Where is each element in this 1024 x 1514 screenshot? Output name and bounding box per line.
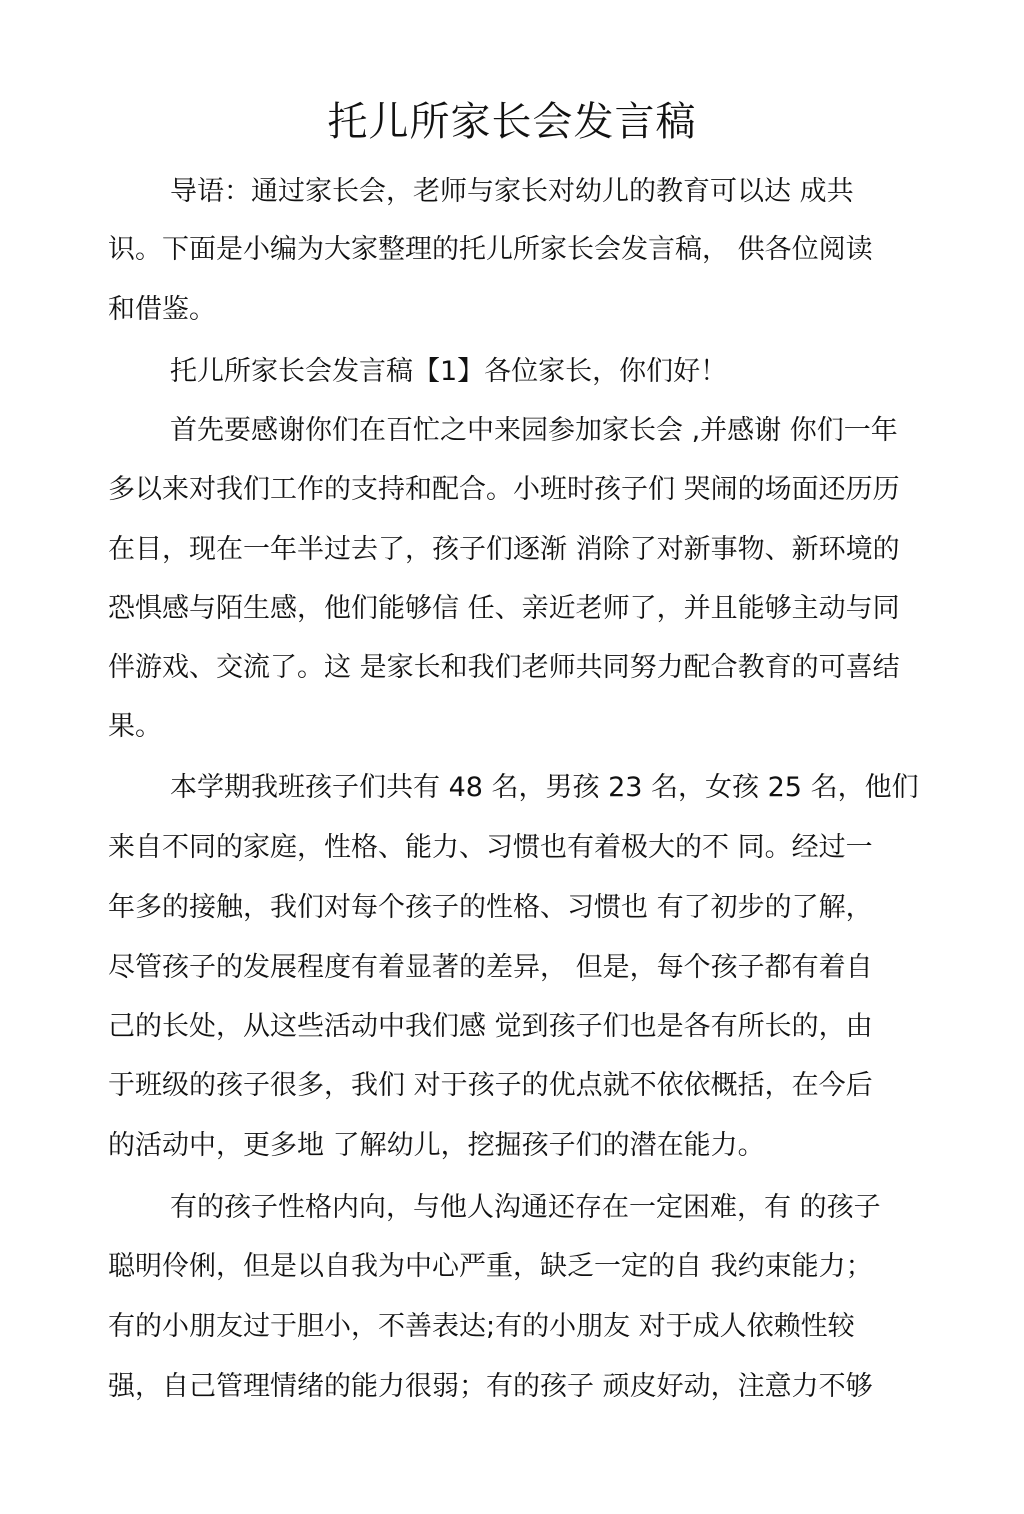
text-line: 首先要感谢你们在百忙之中来园参加家长会 ,并感谢 你们一年 <box>170 415 898 446</box>
text-line: 识。下面是小编为大家整理的托儿所家长会发言稿， 供各位阅读 <box>108 234 873 265</box>
text-line: 于班级的孩子很多，我们 对于孩子的优点就不依依概括，在今后 <box>108 1070 873 1101</box>
text-line: 聪明伶俐，但是以自我为中心严重，缺乏一定的自 我约束能力； <box>108 1251 873 1282</box>
text-line: 己的长处，从这些活动中我们感 觉到孩子们也是各有所长的，由 <box>108 1011 873 1042</box>
text-line: 本学期我班孩子们共有 48 名，男孩 23 名，女孩 25 名，他们 <box>170 772 919 803</box>
document-title: 托儿所家长会发言稿 <box>327 99 697 145</box>
text-line: 恐惧感与陌生感，他们能够信 任、亲近老师了，并且能够主动与同 <box>108 593 900 624</box>
text-line: 尽管孩子的发展程度有着显著的差异， 但是，每个孩子都有着自 <box>108 952 873 983</box>
text-line: 和借鉴。 <box>108 294 216 325</box>
text-line: 托儿所家长会发言稿【1】各位家长，你们好！ <box>170 356 728 387</box>
text-line: 来自不同的家庭，性格、能力、习惯也有着极大的不 同。经过一 <box>108 832 873 863</box>
text-line: 果。 <box>108 711 162 742</box>
text-line: 多以来对我们工作的支持和配合。小班时孩子们 哭闹的场面还历历 <box>108 474 900 505</box>
text-line: 伴游戏、交流了。这 是家长和我们老师共同努力配合教育的可喜结 <box>108 652 900 683</box>
text-line: 强，自己管理情绪的能力很弱；有的孩子 顽皮好动，注意力不够 <box>108 1371 873 1402</box>
text-line: 有的孩子性格内向，与他人沟通还存在一定困难，有 的孩子 <box>170 1192 881 1223</box>
text-line: 的活动中，更多地 了解幼儿，挖掘孩子们的潜在能力。 <box>108 1130 765 1161</box>
text-line: 有的小朋友过于胆小，不善表达;有的小朋友 对于成人依赖性较 <box>108 1311 855 1342</box>
text-line: 年多的接触，我们对每个孩子的性格、习惯也 有了初步的了解， <box>108 892 873 923</box>
text-line: 导语：通过家长会，老师与家长对幼儿的教育可以达 成共 <box>170 176 854 207</box>
text-line: 在目，现在一年半过去了，孩子们逐渐 消除了对新事物、新环境的 <box>108 534 900 565</box>
